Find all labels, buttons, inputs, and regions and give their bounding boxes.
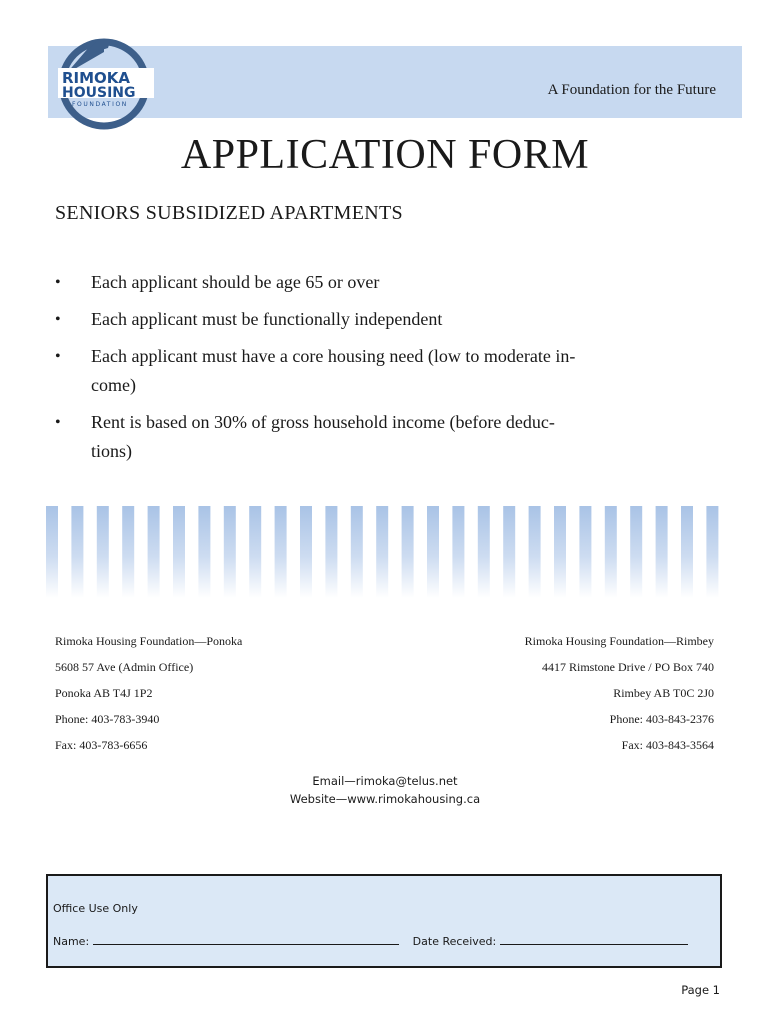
stripe <box>503 506 515 598</box>
logo-line3: FOUNDATION <box>72 101 128 108</box>
name-field[interactable] <box>93 933 399 945</box>
stripe <box>275 506 287 598</box>
stripe <box>706 506 718 598</box>
website-line: Website—www.rimokahousing.ca <box>289 792 481 806</box>
office-name: Rimoka Housing Foundation—Rimbey <box>524 634 714 648</box>
list-item <box>55 305 705 334</box>
date-received-field[interactable] <box>500 933 688 945</box>
list-item-text-continued: come) <box>91 375 136 395</box>
stripe <box>452 506 464 598</box>
office-use-fields <box>53 933 688 948</box>
office-address: 5608 57 Ave (Admin Office) <box>55 660 194 674</box>
bullet-icon: • <box>55 311 61 328</box>
page-title: APPLICATION FORM <box>180 132 590 178</box>
office-use-box <box>46 874 722 968</box>
eligibility-list <box>55 268 705 474</box>
page-subtitle: SENIORS SUBSIDIZED APARTMENTS <box>55 202 403 224</box>
list-item-text: Each applicant must be functionally independent <box>91 309 443 329</box>
office-fax: Fax: 403-843-3564 <box>621 738 714 752</box>
stripe <box>122 506 134 598</box>
rimbey-office <box>374 628 714 758</box>
stripe <box>681 506 693 598</box>
decorative-stripes <box>44 506 726 598</box>
stripe <box>71 506 83 598</box>
stripe <box>427 506 439 598</box>
name-label: Name: <box>53 935 90 948</box>
stripe <box>656 506 668 598</box>
stripe <box>605 506 617 598</box>
email-line: Email—rimoka@telus.net <box>312 774 458 788</box>
logo-line1: RIMOKA <box>62 69 131 87</box>
stripe <box>249 506 261 598</box>
list-item <box>55 268 705 297</box>
date-received-label: Date Received: <box>412 935 497 948</box>
web-contact <box>0 772 770 808</box>
tagline: A Foundation for the Future <box>547 82 716 98</box>
list-item-text: Each applicant should be age 65 or over <box>91 272 380 292</box>
stripe <box>46 506 58 598</box>
office-phone: Phone: 403-783-3940 <box>55 712 160 726</box>
list-item <box>55 408 705 466</box>
stripe <box>198 506 210 598</box>
office-phone: Phone: 403-843-2376 <box>609 712 714 726</box>
ponoka-office <box>55 628 395 758</box>
bullet-icon: • <box>55 274 61 291</box>
logo-line2: HOUSING <box>62 85 136 101</box>
stripe <box>529 506 541 598</box>
stripe <box>402 506 414 598</box>
stripe <box>300 506 312 598</box>
stripe <box>630 506 642 598</box>
stripe <box>224 506 236 598</box>
list-item-text-continued: tions) <box>91 441 133 461</box>
bullet-icon: • <box>55 414 61 431</box>
stripe <box>351 506 363 598</box>
rimoka-logo <box>52 34 156 130</box>
office-name: Rimoka Housing Foundation—Ponoka <box>55 634 243 648</box>
office-address: 4417 Rimstone Drive / PO Box 740 <box>541 660 714 674</box>
list-item <box>55 342 705 400</box>
stripe <box>148 506 160 598</box>
stripe <box>478 506 490 598</box>
office-city: Ponoka AB T4J 1P2 <box>55 686 153 700</box>
stripe <box>554 506 566 598</box>
list-item-text: Each applicant must have a core housing need (low to moderate in- <box>91 346 576 366</box>
office-fax: Fax: 403-783-6656 <box>55 738 148 752</box>
stripe <box>325 506 337 598</box>
list-item-text: Rent is based on 30% of gross household income (before deduc- <box>91 412 555 432</box>
office-city: Rimbey AB T0C 2J0 <box>613 686 714 700</box>
page-number: Page 1 <box>681 983 720 997</box>
stripe <box>579 506 591 598</box>
stripe <box>376 506 388 598</box>
house-roof-circle-logo-icon <box>52 34 156 130</box>
stripe <box>97 506 109 598</box>
bullet-icon: • <box>55 348 61 365</box>
stripe <box>173 506 185 598</box>
stripes-graphic <box>44 506 726 598</box>
office-use-title: Office Use Only <box>53 902 138 915</box>
